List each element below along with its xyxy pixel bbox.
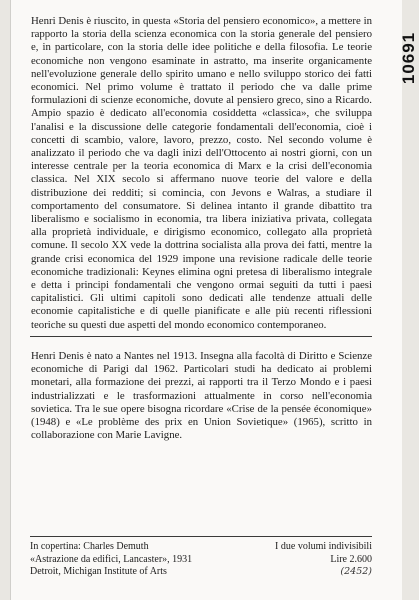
book-code: 10691: [399, 31, 419, 85]
cover-credit-line: «Astrazione da edifici, Lancaster», 1931: [30, 553, 193, 565]
cover-credit-line: In copertina: Charles Demuth: [30, 541, 149, 552]
description-paragraph: Henri Denis è riuscito, in questa «Storia del pensiero economico», a mettere in rapporto la storia della scienza economica con la storia generale del pensiero e, in particolare, con la storia delle idee politiche e della filosofia. Le teorie economiche non vengono esaminate in astratto, ma inserite organicamente nell'evoluzione generale dello spirito umano e nello sviluppo storico dei fatti economici. Nel primo volume è trattato il periodo che va dalle prime formulazioni di scienze economiche, dovute al pensiero greco, sino a Ricardo. Ampio spazio è dedicato all'economia cosiddetta «classica», che sviluppa l'analisi e la discussione delle categorie fondamentali dell'economia, cioè i concetti di scambio, valore, lavoro, prezzo, costo. Nel secondo volume è analizzato il periodo che va dagli inizi dell'Ottocento ai nostri giorni, con un interesse centrale per la teoria economica di Marx e la crisi dell'economia classica. Nel XIX secolo si affermano nuove teorie del valore e della distribuzione dei redditi; si comincia, con Jevons e Walras, a studiare il comportamento del consumatore. Si delinea intanto il grande dibattito tra liberalismo e socialismo in economia, tra libera iniziativa privata, collegata alla proprietà individuale, e dirigismo economico, collegato alla proprietà comune. Il secolo XX vede la dottrina socialista alla prova dei fatti, mentre la grande crisi economica del 1929 impone una revisione radicale delle teorie economiche tradizionali: Keynes elimina ogni pretesa di liberalismo integrale e detta i principi fondamentali che vengono ormai seguiti da tutti i paesi capitalistici. Gli ultimi capitoli sono dedicati alle tendenze attuali delle economie capitalistiche e di quelle pianificate e alle più recenti riflessioni teoriche su questi due aspetti del mondo economico contemporaneo.: [31, 15, 372, 331]
volumes-note: I due volumi indivisibili: [275, 541, 372, 552]
author-bio: [31, 350, 372, 442]
price: Lire 2.600: [330, 553, 372, 565]
divider: [30, 336, 372, 337]
cover-credit-line: Detroit, Michigan Institute of Arts: [30, 566, 167, 577]
price-info: [250, 541, 372, 579]
cover-credits: [30, 541, 250, 579]
book-description: [31, 15, 372, 332]
author-bio-paragraph: Henri Denis è nato a Nantes nel 1913. Insegna alla facoltà di Diritto e Scienze economiche di Parigi dal 1962. Particolari studi ha dedicato ai problemi monetari, alla formazione dei prezzi, ai rapporti tra il Terzo Mondo e i paesi industrializzati e le trasformazioni attualmente in corso nell'economia sovietica. Tra le sue opere bisogna ricordare «Crise de la pensée économique» (1948) e «Le problème des prix en Union Sovietique» (1965), scritto in collaborazione con Marie Lavigne.: [31, 350, 372, 442]
handwritten-code: (2452): [340, 566, 372, 577]
divider: [30, 536, 372, 537]
